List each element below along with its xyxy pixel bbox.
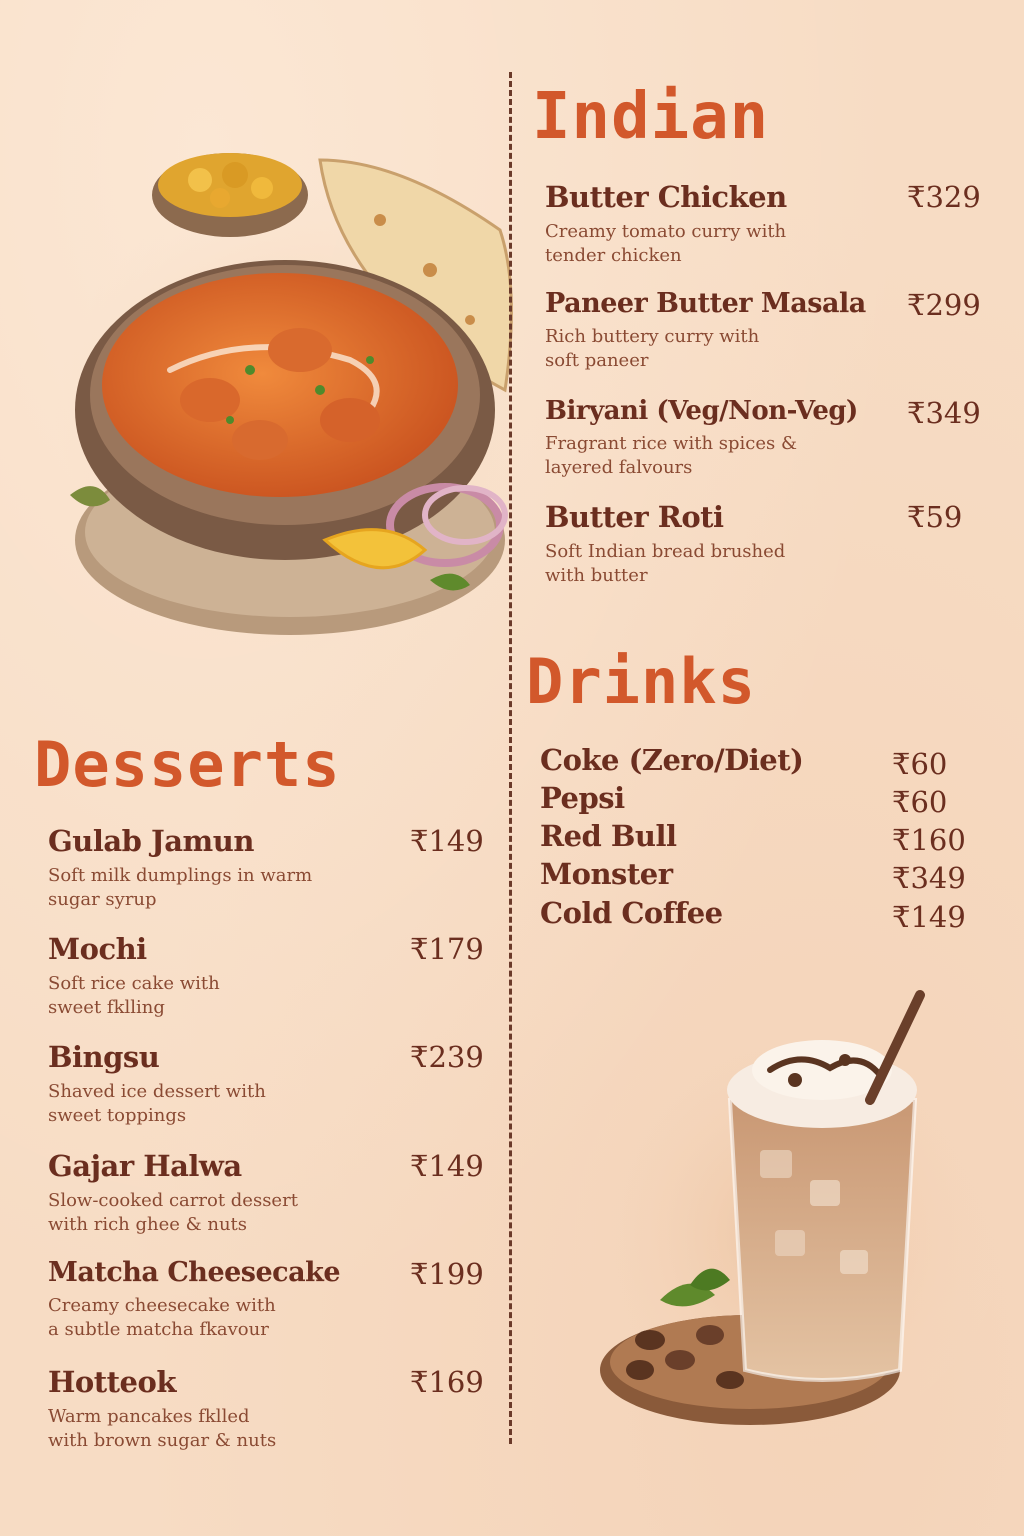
item-name: Butter Chicken xyxy=(545,180,787,214)
item-name: Biryani (Veg/Non-Veg) xyxy=(545,396,858,426)
item-description: Rich buttery curry with soft paneer xyxy=(545,326,760,371)
item-price: ₹169 xyxy=(410,1365,484,1399)
drink-item xyxy=(540,781,960,819)
item-price: ₹349 xyxy=(907,396,981,430)
item-description: Creamy cheesecake with a subtle matcha fkavour xyxy=(48,1295,276,1340)
item-name: Red Bull xyxy=(540,819,677,853)
item-description: Soft Indian bread brushed with butter xyxy=(545,541,786,586)
item-description: Soft rice cake with sweet fklling xyxy=(48,973,220,1018)
item-name: Bingsu xyxy=(48,1040,160,1074)
item-price: ₹149 xyxy=(892,900,966,934)
item-price: ₹149 xyxy=(410,1149,484,1183)
menu-item xyxy=(545,396,985,480)
item-price: ₹179 xyxy=(410,932,484,966)
item-description: Creamy tomato curry with tender chicken xyxy=(545,221,787,266)
drinks-heading: Drinks xyxy=(526,645,756,718)
item-price: ₹160 xyxy=(892,823,966,857)
item-name: Cold Coffee xyxy=(540,896,723,930)
item-name: Pepsi xyxy=(540,781,625,815)
column-divider xyxy=(509,72,512,1444)
item-name: Mochi xyxy=(48,932,147,966)
menu-item xyxy=(48,1040,488,1128)
item-description: Shaved ice dessert with sweet toppings xyxy=(48,1081,266,1126)
menu-item xyxy=(48,824,488,912)
drink-item xyxy=(540,857,966,895)
item-price: ₹149 xyxy=(410,824,484,858)
item-name: Paneer Butter Masala xyxy=(545,288,866,319)
menu-item xyxy=(48,1257,488,1342)
item-price: ₹60 xyxy=(892,747,948,781)
item-name: Matcha Cheesecake xyxy=(48,1257,340,1288)
drink-item xyxy=(540,743,960,781)
item-price: ₹60 xyxy=(892,785,948,819)
indian-heading: Indian xyxy=(532,80,770,154)
menu-item xyxy=(545,180,985,268)
item-price: ₹59 xyxy=(907,500,963,534)
item-name: Gulab Jamun xyxy=(48,824,254,858)
item-name: Butter Roti xyxy=(545,500,724,534)
item-price: ₹299 xyxy=(907,288,981,322)
menu-item xyxy=(48,1149,488,1237)
menu-item xyxy=(48,932,488,1020)
menu-item xyxy=(545,500,985,588)
drink-item xyxy=(540,819,966,857)
iced-coffee-illustration xyxy=(540,950,1010,1450)
drink-item xyxy=(540,896,966,934)
item-name: Hotteok xyxy=(48,1365,176,1399)
item-price: ₹329 xyxy=(907,180,981,214)
item-description: Slow-cooked carrot dessert with rich ghee & nuts xyxy=(48,1190,298,1235)
item-name: Gajar Halwa xyxy=(48,1149,242,1183)
item-price: ₹199 xyxy=(410,1257,484,1291)
item-description: Soft milk dumplings in warm sugar syrup xyxy=(48,865,313,910)
item-price: ₹239 xyxy=(410,1040,484,1074)
item-description: Warm pancakes fklled with brown sugar & nuts xyxy=(48,1406,277,1451)
desserts-heading: Desserts xyxy=(34,728,341,801)
butter-chicken-illustration xyxy=(50,120,520,660)
item-description: Fragrant rice with spices & layered falvours xyxy=(545,433,797,478)
menu-item xyxy=(48,1365,488,1453)
menu-item xyxy=(545,288,985,373)
item-name: Monster xyxy=(540,857,673,891)
item-price: ₹349 xyxy=(892,861,966,895)
item-name: Coke (Zero/Diet) xyxy=(540,743,804,777)
